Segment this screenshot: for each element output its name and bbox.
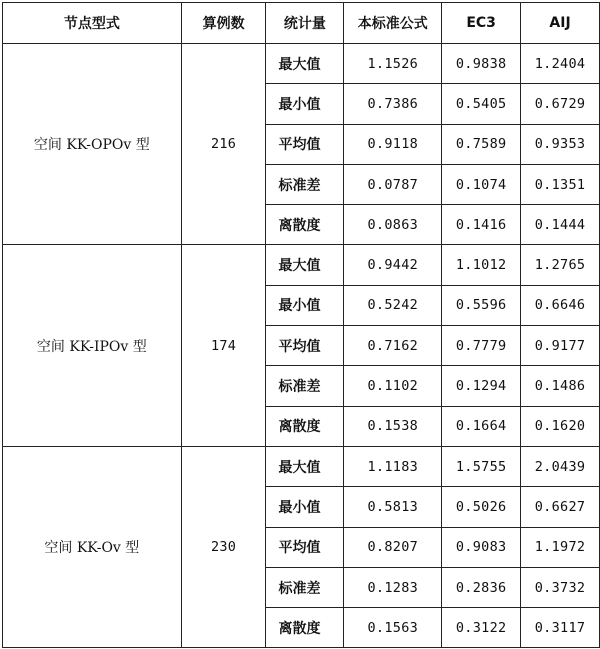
ec3-cell: 0.5026	[442, 487, 521, 527]
standard-formula-cell: 0.9118	[344, 124, 442, 164]
ec3-cell: 0.1664	[442, 406, 521, 446]
table-row	[3, 44, 600, 84]
standard-formula-cell: 0.5242	[344, 285, 442, 325]
joint-type-cell: 空间 KK-IPOv 型	[3, 245, 182, 446]
aij-cell: 0.1444	[521, 205, 600, 245]
aij-cell: 0.1351	[521, 164, 600, 204]
standard-formula-cell: 0.0863	[344, 205, 442, 245]
header-case-count: 算例数	[181, 3, 266, 44]
standard-formula-cell: 1.1526	[344, 44, 442, 84]
standard-formula-cell: 0.5813	[344, 487, 442, 527]
statistic-cell: 平均值	[266, 124, 344, 164]
statistic-cell: 平均值	[266, 326, 344, 366]
ec3-cell: 0.1294	[442, 366, 521, 406]
joint-type-cell: 空间 KK-OPOv 型	[3, 44, 182, 245]
standard-formula-cell: 0.9442	[344, 245, 442, 285]
ec3-cell: 0.9083	[442, 527, 521, 567]
statistic-cell: 最小值	[266, 285, 344, 325]
statistic-cell: 最小值	[266, 487, 344, 527]
aij-cell: 1.2404	[521, 44, 600, 84]
aij-cell: 2.0439	[521, 446, 600, 486]
aij-cell: 0.3117	[521, 608, 600, 648]
ec3-cell: 1.5755	[442, 446, 521, 486]
ec3-cell: 0.7779	[442, 326, 521, 366]
statistic-cell: 标准差	[266, 567, 344, 607]
ec3-cell: 0.7589	[442, 124, 521, 164]
ec3-cell: 0.5405	[442, 84, 521, 124]
aij-cell: 0.6646	[521, 285, 600, 325]
ec3-cell: 0.1416	[442, 205, 521, 245]
statistic-cell: 最大值	[266, 245, 344, 285]
aij-cell: 0.6627	[521, 487, 600, 527]
standard-formula-cell: 0.0787	[344, 164, 442, 204]
aij-cell: 0.9177	[521, 326, 600, 366]
header-aij: AIJ	[521, 3, 600, 44]
aij-cell: 0.1486	[521, 366, 600, 406]
standard-formula-cell: 0.7162	[344, 326, 442, 366]
case-count-cell: 174	[181, 245, 266, 446]
statistic-cell: 标准差	[266, 164, 344, 204]
ec3-cell: 0.9838	[442, 44, 521, 84]
ec3-cell: 0.1074	[442, 164, 521, 204]
table-row	[3, 245, 600, 285]
statistics-table	[2, 2, 600, 648]
header-ec3: EC3	[442, 3, 521, 44]
standard-formula-cell: 0.8207	[344, 527, 442, 567]
aij-cell: 0.3732	[521, 567, 600, 607]
header-joint-type: 节点型式	[3, 3, 182, 44]
statistic-cell: 最大值	[266, 446, 344, 486]
standard-formula-cell: 0.1283	[344, 567, 442, 607]
standard-formula-cell: 0.1563	[344, 608, 442, 648]
aij-cell: 1.1972	[521, 527, 600, 567]
table-row	[3, 446, 600, 486]
aij-cell: 0.6729	[521, 84, 600, 124]
statistic-cell: 平均值	[266, 527, 344, 567]
aij-cell: 1.2765	[521, 245, 600, 285]
ec3-cell: 0.2836	[442, 567, 521, 607]
standard-formula-cell: 1.1183	[344, 446, 442, 486]
aij-cell: 0.9353	[521, 124, 600, 164]
standard-formula-cell: 0.1102	[344, 366, 442, 406]
ec3-cell: 1.1012	[442, 245, 521, 285]
case-count-cell: 230	[181, 446, 266, 647]
table-body	[3, 44, 600, 648]
statistic-cell: 最小值	[266, 84, 344, 124]
ec3-cell: 0.3122	[442, 608, 521, 648]
case-count-cell: 216	[181, 44, 266, 245]
statistic-cell: 最大值	[266, 44, 344, 84]
header-standard-formula: 本标准公式	[344, 3, 442, 44]
joint-type-cell: 空间 KK-Ov 型	[3, 446, 182, 647]
statistic-cell: 标准差	[266, 366, 344, 406]
statistic-cell: 离散度	[266, 608, 344, 648]
header-statistic: 统计量	[266, 3, 344, 44]
aij-cell: 0.1620	[521, 406, 600, 446]
ec3-cell: 0.5596	[442, 285, 521, 325]
standard-formula-cell: 0.7386	[344, 84, 442, 124]
statistic-cell: 离散度	[266, 205, 344, 245]
header-row	[3, 3, 600, 44]
standard-formula-cell: 0.1538	[344, 406, 442, 446]
statistic-cell: 离散度	[266, 406, 344, 446]
